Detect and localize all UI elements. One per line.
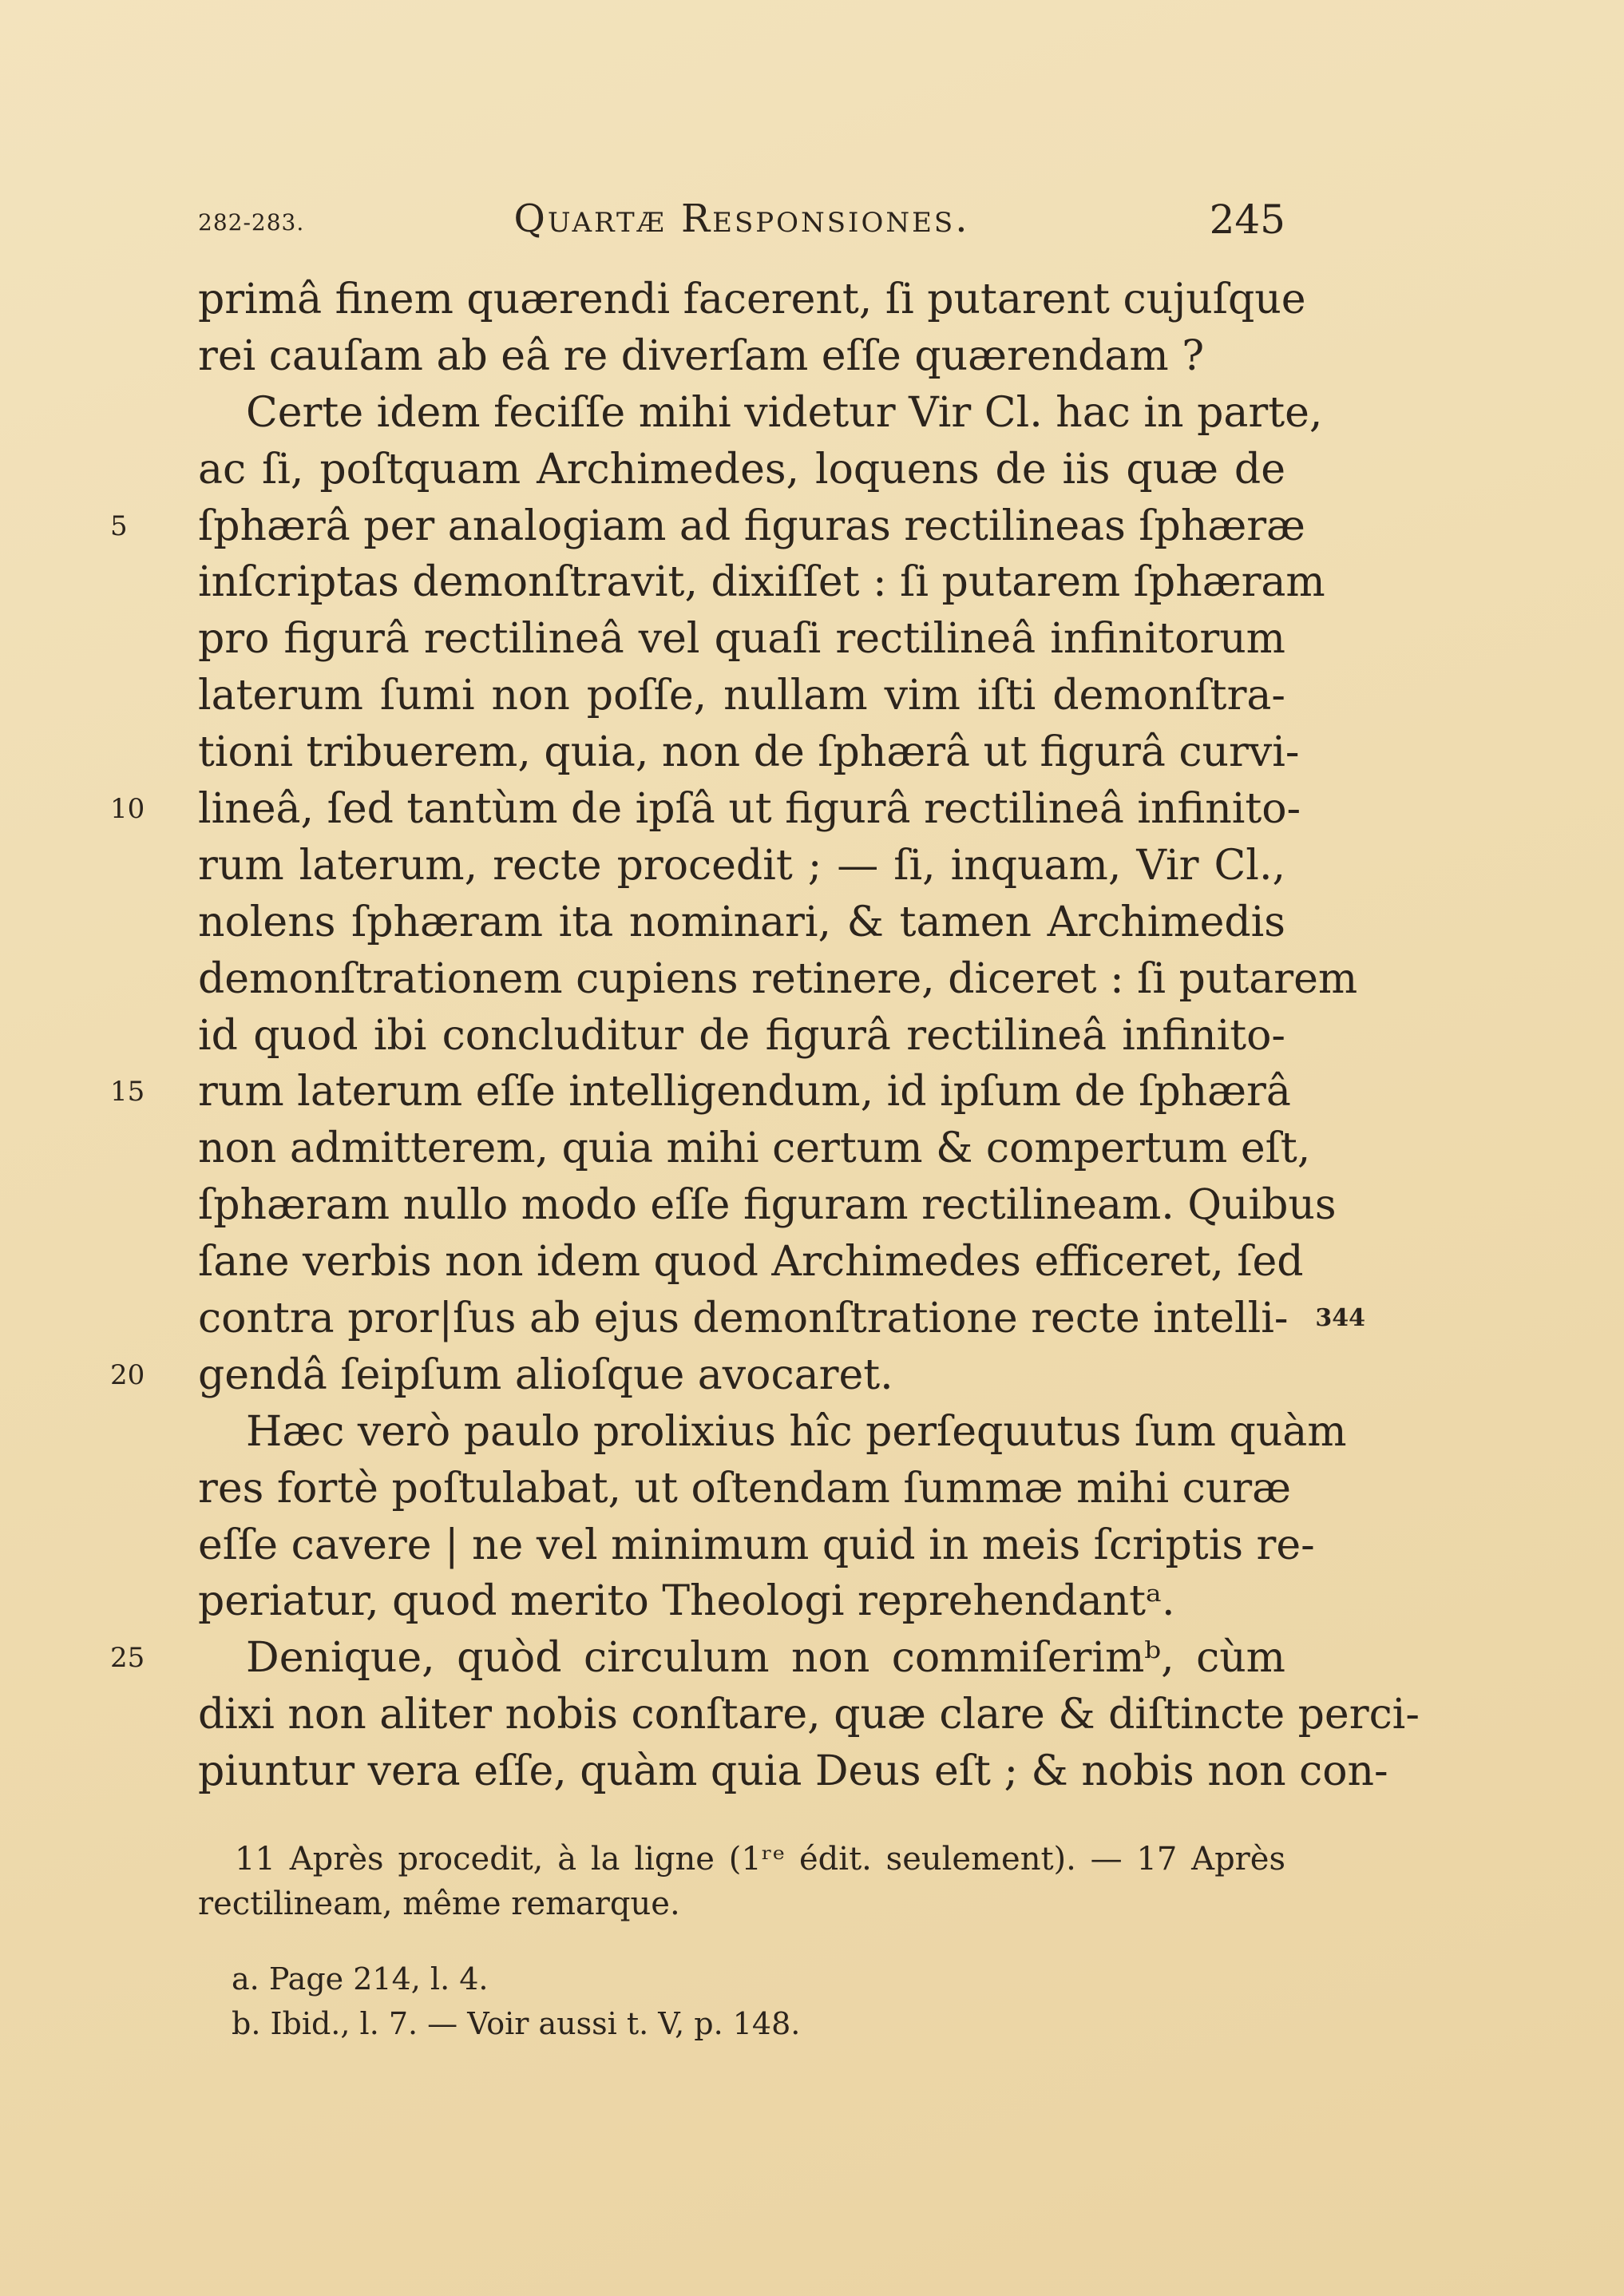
- variant-note-line: rectilineam, même remarque.: [198, 1886, 680, 1922]
- text-line-with-margin-ref: [198, 1291, 1365, 1347]
- text-line-20: [110, 1347, 1285, 1404]
- line-number: 20: [110, 1358, 145, 1391]
- text-line: pro figurâ rectilineâ vel quaſi rectilineâ infinitorum: [198, 615, 1285, 664]
- header-page-number: 245: [1209, 196, 1285, 243]
- text-line-5: [110, 498, 1305, 555]
- text-line: primâ finem quærendi facerent, ſi putarent cujuſque: [198, 276, 1306, 323]
- text-line: Certe idem feciſſe mihi videtur Vir Cl. hac in parte,: [246, 388, 1323, 437]
- header-title: Quartæ Responsiones.: [513, 196, 970, 241]
- footnotes: [232, 1957, 1030, 2046]
- variant-note-line: 11 Après procedit, à la ligne (1ʳᵉ édit. seulement). — 17 Après: [235, 1841, 1285, 1878]
- running-header: [198, 196, 1285, 248]
- footnote-a: a. Page 214, l. 4.: [232, 1961, 489, 1997]
- line-text: gendâ ſeipſum alioſque avocaret.: [198, 1350, 893, 1399]
- line-number: 25: [110, 1642, 145, 1675]
- text-line: piuntur vera eſſe, quàm quia Deus eſt ; & nobis non con-: [198, 1747, 1388, 1796]
- text-line: demonſtrationem cupiens retinere, diceret : ſi putarem: [198, 954, 1358, 1003]
- footnote-b: b. Ibid., l. 7. — Voir aussi t. V, p. 148.: [232, 2006, 801, 2041]
- text-line: inſcriptas demonſtravit, dixiſſet : ſi putarem ſphæram: [198, 558, 1325, 607]
- line-number: 10: [110, 793, 145, 826]
- text-line: dixi non aliter nobis conſtare, quæ clare & diſtincte perci-: [198, 1691, 1420, 1739]
- text-line: tioni tribuerem, quia, non de ſphærâ ut figurâ curvi-: [198, 728, 1300, 777]
- text-line: ſphæram nullo modo eſſe figuram rectilineam. Quibus: [198, 1181, 1337, 1230]
- line-number: 5: [110, 510, 128, 542]
- text-line: ſane verbis non idem quod Archimedes efficeret, ſed: [198, 1238, 1304, 1287]
- line-text: contra pror|ſus ab ejus demonſtratione recte intelli-: [198, 1295, 1289, 1343]
- text-line: Hæc verò paulo prolixius hîc perſequutus ſum quàm: [246, 1407, 1347, 1456]
- line-text: Denique, quòd circulum non commiſerimᵇ, cùm: [246, 1634, 1285, 1683]
- text-line: non admitterem, quia mihi certum & compertum eſt,: [198, 1124, 1311, 1173]
- text-line: eſſe cavere | ne vel minimum quid in meis ſcriptis re-: [198, 1521, 1315, 1569]
- main-text: [110, 272, 1420, 1800]
- line-text: ſphærâ per analogiam ad figuras rectilineas ſphæræ: [198, 502, 1305, 550]
- line-text: lineâ, ſed tantùm de ipſâ ut figurâ rectilineâ infinito-: [198, 785, 1301, 834]
- line-text: rum laterum eſſe intelligendum, id ipſum de ſphærâ: [198, 1068, 1291, 1116]
- text-line-25: [110, 1630, 1285, 1687]
- text-line: res fortè poſtulabat, ut oſtendam ſummæ mihi curæ: [198, 1464, 1292, 1513]
- text-line-10: [110, 781, 1301, 838]
- margin-reference: 344: [1315, 1304, 1365, 1333]
- text-line-15: [110, 1064, 1291, 1120]
- text-line: laterum ſumi non poſſe, nullam vim iſti demonſtra-: [198, 672, 1285, 720]
- text-line: ac ſi, poſtquam Archimedes, loquens de iis quæ de: [198, 445, 1285, 494]
- text-line: periatur, quod merito Theologi reprehendantᵃ.: [198, 1577, 1175, 1626]
- text-line: id quod ibi concluditur de figurâ rectilineâ infinito-: [198, 1011, 1285, 1060]
- text-line: rum laterum, recte procedit ; — ſi, inquam, Vir Cl.,: [198, 841, 1285, 890]
- text-line: nolens ſphæram ita nominari, & tamen Archimedis: [198, 898, 1285, 946]
- line-number: 15: [110, 1076, 145, 1108]
- variant-notes: [198, 1837, 1285, 1926]
- text-line: rei cauſam ab eâ re diverſam eſſe quærendam ?: [198, 331, 1205, 380]
- header-page-range: 282-283.: [198, 209, 305, 236]
